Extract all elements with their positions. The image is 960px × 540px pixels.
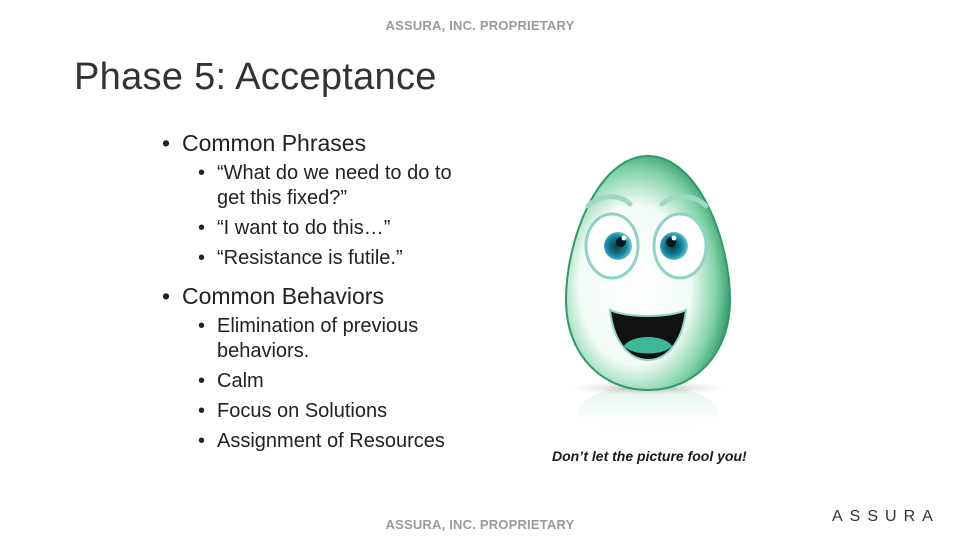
- list-item: • “I want to do this…”: [198, 216, 482, 241]
- image-caption: Don’t let the picture fool you!: [552, 448, 747, 464]
- proprietary-footer: ASSURA, INC. PROPRIETARY: [385, 517, 575, 532]
- list-item: • “What do we need to do to get this fixed?”: [198, 161, 482, 211]
- list-item: • Calm: [198, 369, 482, 394]
- list-item: • “Resistance is futile.”: [198, 246, 482, 271]
- section-heading-common-behaviors: • Common Behaviors: [162, 281, 482, 311]
- list-item: • Assignment of Resources: [198, 429, 482, 454]
- slide-title: Phase 5: Acceptance: [74, 56, 437, 98]
- proprietary-header: ASSURA, INC. PROPRIETARY: [385, 18, 575, 33]
- section-heading-common-phrases: • Common Phrases: [162, 128, 482, 158]
- list-item: • Elimination of previous behaviors.: [198, 314, 482, 364]
- common-behaviors-list: [198, 314, 482, 454]
- common-phrases-list: [198, 161, 482, 271]
- slide-content: [162, 128, 482, 459]
- list-item: • Focus on Solutions: [198, 399, 482, 424]
- company-logo: ASSURA: [832, 508, 940, 525]
- smiling-egg-icon: [548, 150, 748, 440]
